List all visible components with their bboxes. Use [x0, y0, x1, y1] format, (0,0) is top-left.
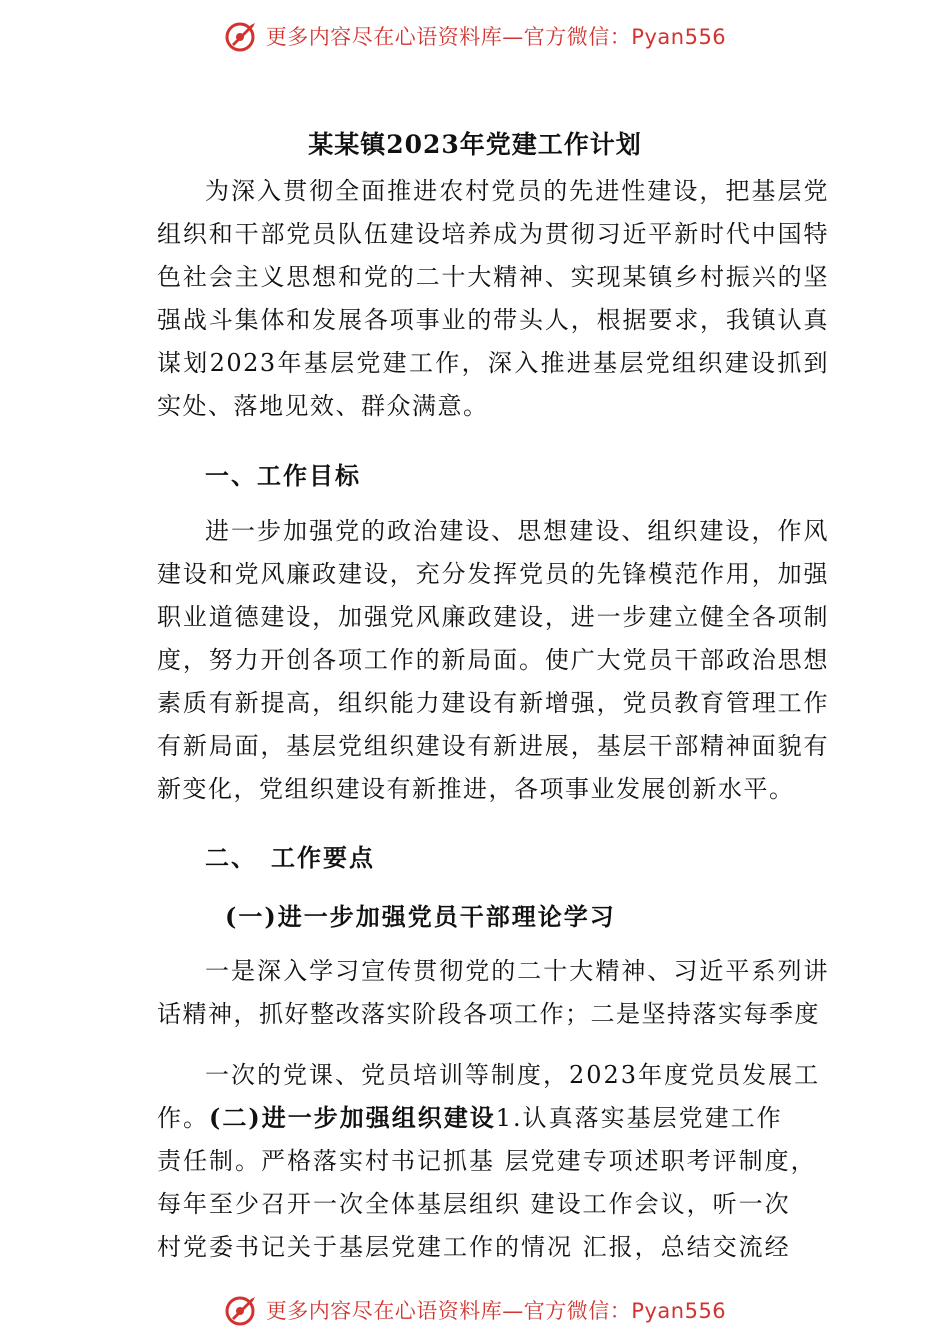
- watermark-text: 更多内容尽在心语资料库—官方微信：Pyan556: [265, 1299, 727, 1323]
- subsection-heading-theory-study: (一)进一步加强党员干部理论学习: [225, 902, 616, 931]
- text-line: 责任制。严格落实村书记抓基 层党建专项述职考评制度，: [157, 1147, 817, 1175]
- watermark-banner-bottom: [0, 1290, 950, 1330]
- goals-paragraph: 进一步加强党的政治建设、思想建设、组织建设，作风建设和党风廉政建设，充分发挥党员的先锋模范作用，加强职业道德建设，加强党风廉政建设，进一步建立健全各项制度，努力开创各项工作的新局面。使广大党员干部政治思想素质有新提高，组织能力建设有新增强，党员教育管理工作有新局面，基层党组织建设有新进展，基层干部精神面貌有新变化，党组织建设有新推进，各项事业发展创新水平。: [157, 517, 829, 803]
- section-heading-goals: 一、工作目标: [205, 461, 361, 490]
- watermark-banner-top: [0, 16, 950, 56]
- text-line-mixed: [157, 1098, 783, 1133]
- text-line: 村党委书记关于基层党建工作的情况 汇报，总结交流经: [157, 1233, 791, 1261]
- text-line: 每年至少召开一次全体基层组织 建设工作会议，听一次: [157, 1190, 791, 1218]
- text-fragment: 1.认真落实基层党建工作: [495, 1104, 783, 1132]
- document-title: 某某镇2023年党建工作计划: [308, 130, 642, 159]
- intro-paragraph: 为深入贯彻全面推进农村党员的先进性建设，把基层党组织和干部党员队伍建设培养成为贯彻习近平新时代中国特色社会主义思想和党的二十大精神、实现某镇乡村振兴的坚强战斗集体和发展各项事业的带头人，根据要求，我镇认真谋划2023年基层党建工作，深入推进基层党组织建设抓到实处、落地见效、群众满意。: [157, 177, 829, 420]
- section-heading-key-points: 二、 工作要点: [205, 843, 375, 872]
- theory-study-paragraph: 一是深入学习宣传贯彻党的二十大精神、习近平系列讲话精神，抓好整改落实阶段各项工作；二是坚持落实每季度: [157, 957, 829, 1028]
- library-logo-icon: [224, 1292, 260, 1328]
- watermark-text: 更多内容尽在心语资料库—官方微信：Pyan556: [265, 25, 727, 49]
- text-line: 一次的党课、党员培训等制度，2023年度党员发展工: [205, 1061, 821, 1089]
- library-logo-icon: [224, 18, 260, 54]
- subsection-heading-organization: (二)进一步加强组织建设: [209, 1103, 496, 1132]
- text-fragment: 作。: [157, 1104, 209, 1132]
